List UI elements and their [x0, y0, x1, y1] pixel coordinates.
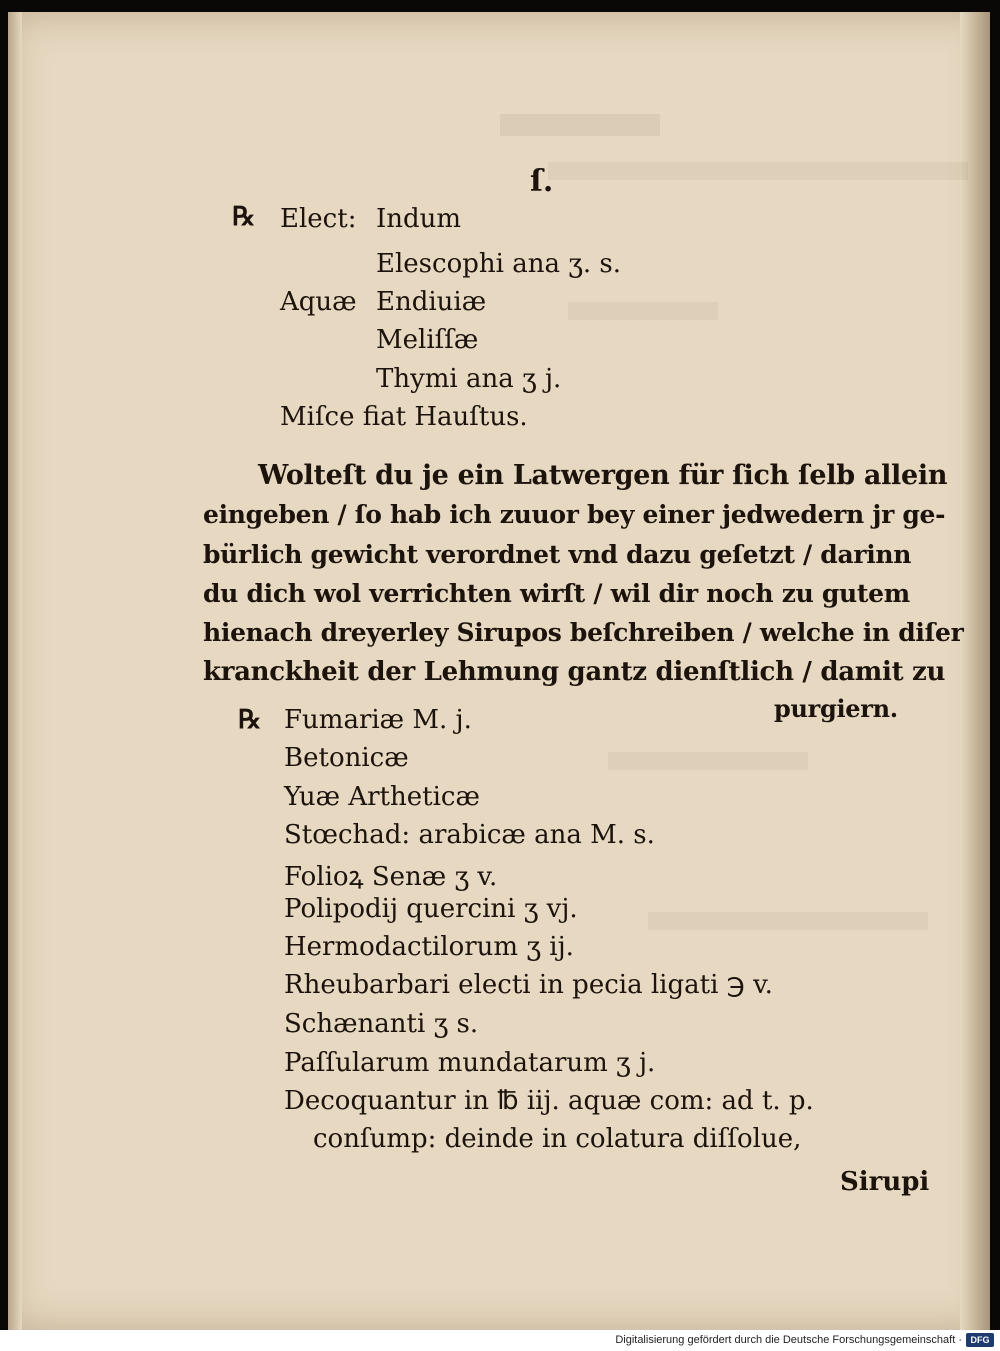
paragraph-line: kranckheit der Lehmung gantz dienſtlich / damit zu [203, 657, 946, 687]
page-edge-left [8, 12, 22, 1330]
paragraph-line: bürlich gewicht verordnet vnd dazu geſetzt / darinn [203, 540, 912, 569]
show-through-line [548, 162, 968, 180]
show-through-line [568, 302, 718, 320]
recipe2-line: Stœchad: arabicæ ana M. s. [284, 820, 655, 850]
recipe2-line: Paſſularum mundatarum ʒ j. [284, 1048, 656, 1078]
recipe1-label-elect: Elect: [280, 204, 357, 234]
show-through-heading [500, 114, 660, 136]
dfg-logo[interactable]: DFG [966, 1333, 994, 1347]
recipe1-label-aquae: Aquæ [280, 287, 357, 317]
book-page [8, 12, 990, 1330]
recipe2-line: Polipodij quercini ʒ vj. [284, 894, 578, 924]
recipe1-line: Miſce fiat Hauſtus. [280, 402, 528, 432]
recipe1-line: Meliſſæ [376, 325, 479, 355]
show-through-line [648, 912, 928, 930]
paragraph-line: eingeben / ſo hab ich zuuor bey einer jedwedern jr ge- [203, 500, 946, 529]
recipe2-line: Hermodactilorum ʒ ij. [284, 932, 574, 962]
paragraph-line: purgiern. [774, 694, 898, 723]
paragraph-line: hienach dreyerley Sirupos beſchreiben / welche in diſer [203, 618, 964, 647]
paragraph-line: du dich wol verrichten wirſt / wil dir noch zu gutem [203, 579, 910, 608]
recipe2-line: Folioꝝ Senæ ʒ v. [284, 862, 498, 892]
recipe2-line: Rheubarbari electi in pecia ligati ℈ v. [284, 970, 773, 1000]
recipe2-line: Fumariæ M. j. [284, 705, 472, 735]
signature-mark: ſ. [530, 164, 554, 199]
recipe2-line: Yuæ Artheticæ [284, 782, 480, 812]
recipe2-line: conſump: deinde in colatura diſſolue, [313, 1124, 802, 1154]
footer-bar [0, 1330, 1000, 1351]
recipe1-line: Elescophi ana ʒ. s. [376, 249, 622, 279]
recipe-symbol: ℞ [238, 705, 262, 735]
recipe2-line: Betonicæ [284, 743, 409, 773]
recipe1-line: Indum [376, 204, 462, 234]
catchword: Sirupi [840, 1167, 930, 1197]
recipe1-line: Thymi ana ʒ j. [376, 364, 562, 394]
recipe-symbol: ℞ [232, 202, 256, 232]
recipe2-line: Schænanti ʒ s. [284, 1009, 479, 1039]
paragraph-line: Wolteſt du je ein Latwergen für ſich ſelb allein [258, 460, 948, 491]
page-edge-right [960, 12, 990, 1330]
recipe2-line: Decoquantur in ℔ iij. aquæ com: ad t. p. [284, 1086, 814, 1116]
footer-credit: Digitalisierung gefördert durch die Deutsche Forschungsgemeinschaft · [615, 1334, 962, 1346]
recipe1-line: Endiuiæ [376, 287, 487, 317]
show-through-line [608, 752, 808, 770]
